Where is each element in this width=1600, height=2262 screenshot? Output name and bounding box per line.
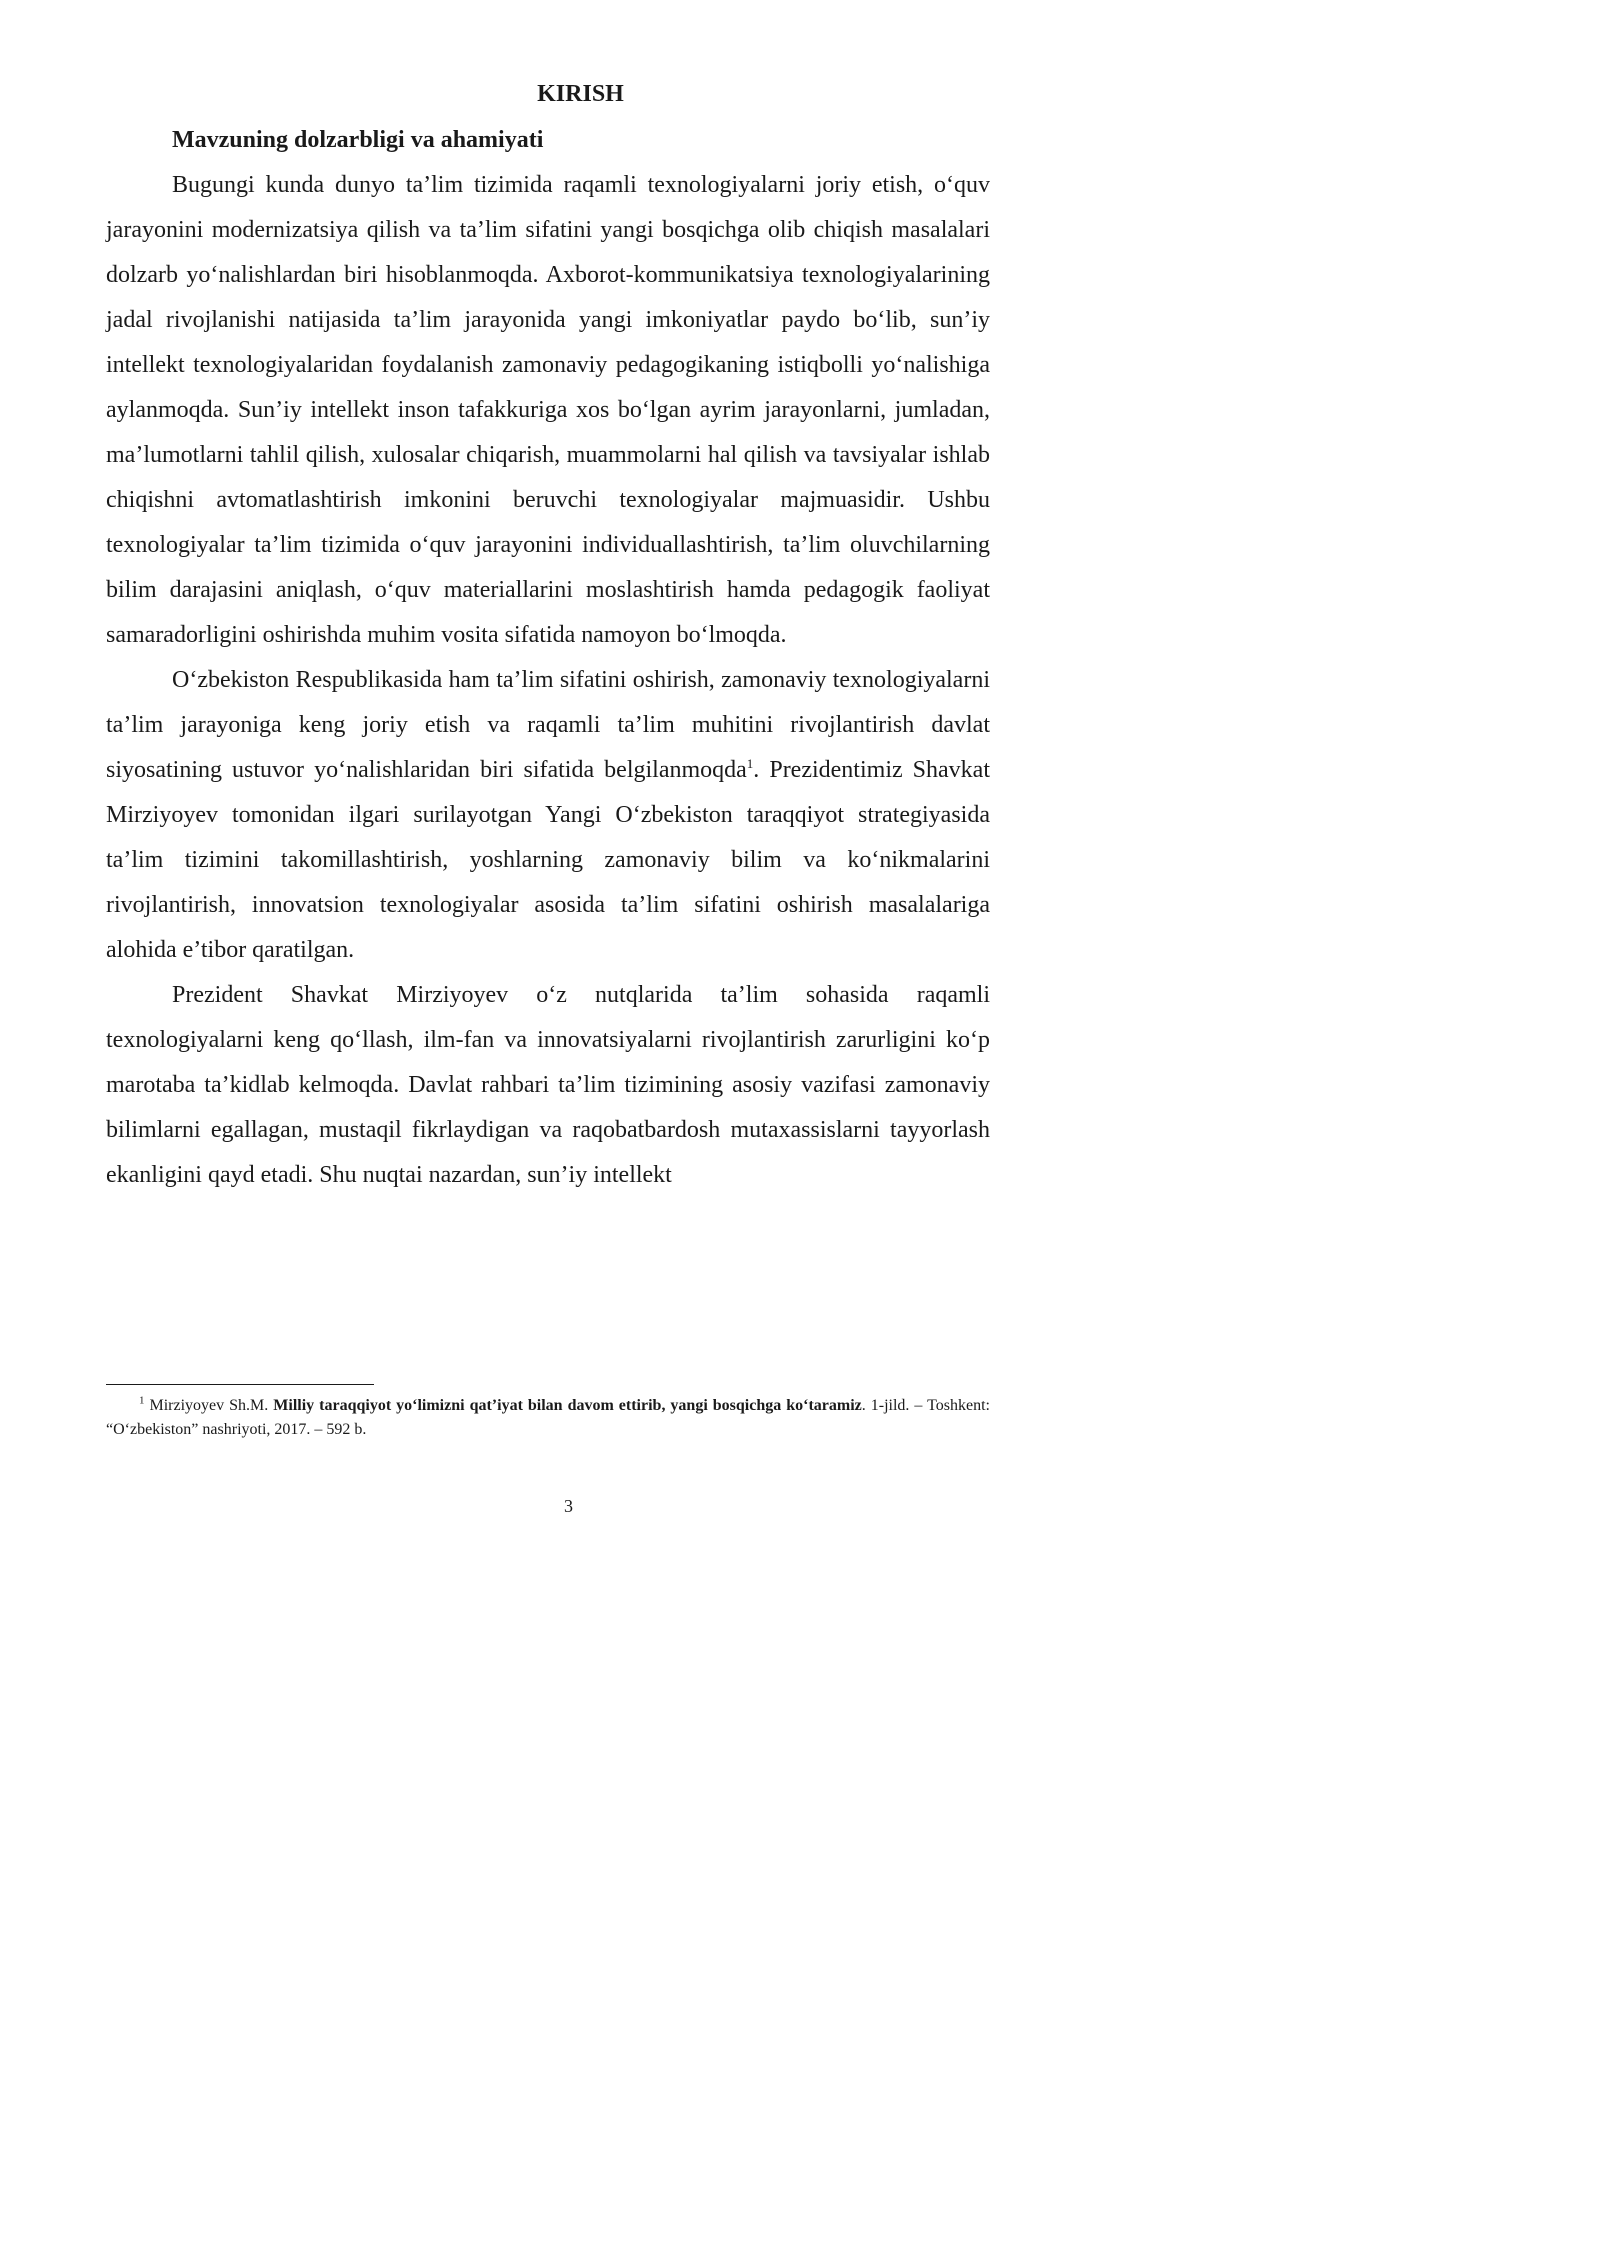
footnote-marker: 1 (139, 1394, 145, 1407)
document-page (0, 0, 1101, 1557)
paragraph-2-text-start: O‘zbekiston Respublikasida ham ta’lim sifatini oshirish, zamonaviy texnologiyalarni ta’lim jarayoniga keng joriy etish va raqamli ta’lim muhitini rivojlantirish davlat siyosatining ustuvor yo‘nalishlaridan biri sifatida belgilanmoqda (106, 667, 990, 783)
paragraph-2 (106, 658, 990, 973)
body-text (106, 163, 990, 1198)
paragraph-2-text-end: . Prezidentimiz Shavkat Mirziyoyev tomonidan ilgari surilayotgan Yangi O‘zbekiston taraqqiyot strategiyasida ta’lim tizimini takomillashtirish, yoshlarning zamonaviy bilim va ko‘nikmalarini rivojlantirish, innovatsion texnologiyalar asosida ta’lim sifatini oshirish masalalariga alohida e’tibor qaratilgan. (106, 757, 990, 963)
paragraph-1: Bugungi kunda dunyo ta’lim tizimida raqamli texnologiyalarni joriy etish, o‘quv jarayonini modernizatsiya qilish va ta’lim sifatini yangi bosqichga olib chiqish masalalari dolzarb yo‘nalishlardan biri hisoblanmoqda. Axborot-kommunikatsiya texnologiyalarining jadal rivojlanishi natijasida ta’lim jarayonida yangi imkoniyatlar paydo bo‘lib, sun’iy intellekt texnologiyalaridan foydalanish zamonaviy pedagogikaning istiqbolli yo‘nalishiga aylanmoqda. Sun’iy intellekt inson tafakkuriga xos bo‘lgan ayrim jarayonlarni, jumladan, ma’lumotlarni tahlil qilish, xulosalar chiqarish, muammolarni hal qilish va tavsiyalar ishlab chiqishni avtomatlashtirish imkonini beruvchi texnologiyalar majmuasidir. Ushbu texnologiyalar ta’lim tizimida o‘quv jarayonini individuallashtirish, ta’lim oluvchilarning bilim darajasini aniqlash, o‘quv materiallarini moslashtirish hamda pedagogik faoliyat samaradorligini oshirishda muhim vosita sifatida namoyon bo‘lmoqda. (106, 172, 990, 648)
footnote-reference[interactable]: 1 (746, 756, 754, 771)
footnote (106, 1394, 990, 1442)
footnote-author: Mirziyoyev Sh.M. (144, 1397, 274, 1414)
page-title: KIRISH (537, 81, 624, 107)
paragraph-3: Prezident Shavkat Mirziyoyev o‘z nutqlarida ta’lim sohasida raqamli texnologiyalarni keng qo‘llash, ilm-fan va innovatsiyalarni rivojlantirish zarurligini ko‘p marotaba ta’kidlab kelmoqda. Davlat rahbari ta’lim tizimining asosiy vazifasi zamonaviy bilimlarni egallagan, mustaqil fikrlaydigan va raqobatbardosh mutaxassislarni tayyorlash ekanligini qayd etadi. Shu nuqtai nazardan, sun’iy intellekt (106, 982, 990, 1188)
page-number: 3 (564, 1496, 573, 1516)
footnote-title: Milliy taraqqiyot yo‘limizni qat’iyat bilan davom ettirib, yangi bosqichga ko‘taramiz (273, 1397, 862, 1414)
footnote-separator (106, 1384, 374, 1385)
section-heading: Mavzuning dolzarbligi va ahamiyati (172, 127, 544, 153)
footnote-details: . 1-jild. – Toshkent: “O‘zbekiston” nashriyoti, 2017. – 592 b. (106, 1397, 990, 1438)
